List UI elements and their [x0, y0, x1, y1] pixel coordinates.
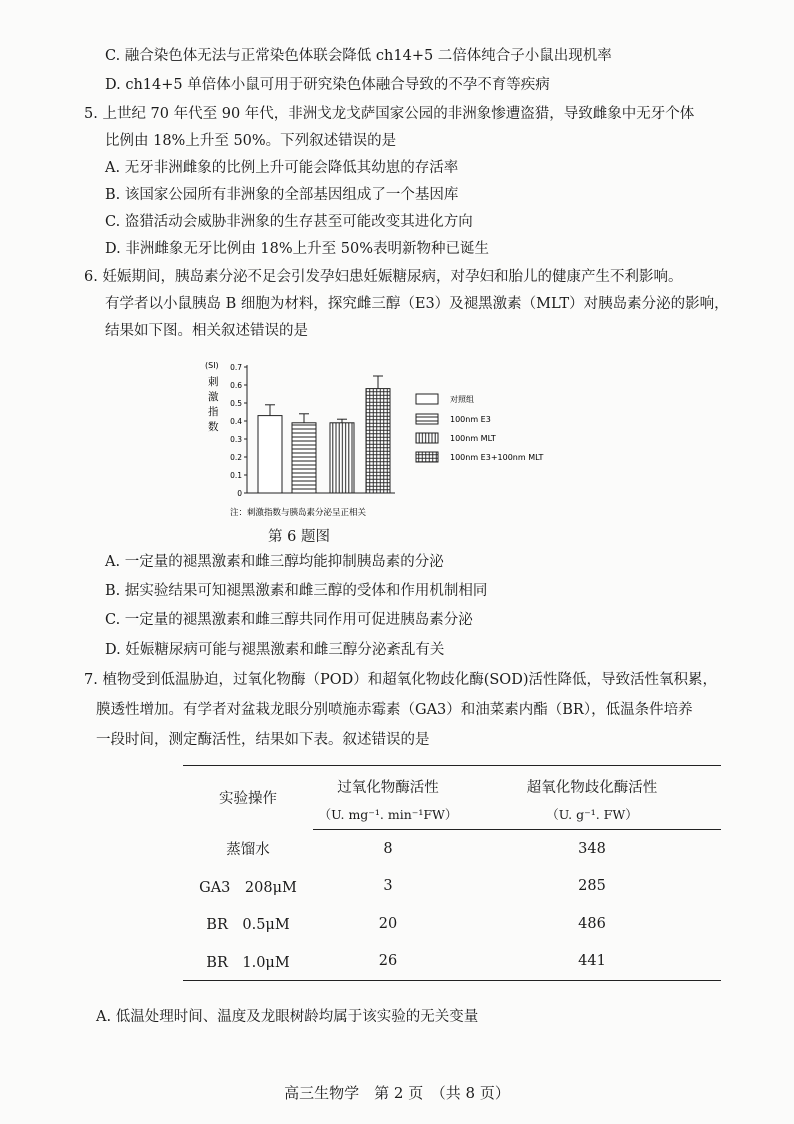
legend-label: 100nm E3	[450, 415, 491, 424]
q6-option-c: C. 一定量的褪黑激素和雌三醇共同作用可促进胰岛素分泌	[105, 612, 473, 628]
cell-pod: 20	[378, 915, 398, 932]
header-operation: 实验操作	[183, 766, 313, 830]
table-row	[183, 830, 721, 868]
q6-option-d: D. 妊娠糖尿病可能与褪黑激素和雌三醇分泌紊乱有关	[105, 642, 445, 658]
q7-option-a: A. 低温处理时间、温度及龙眼树龄均属于该实验的无关变量	[96, 1009, 479, 1025]
y-axis-label-char: 指	[208, 406, 219, 418]
y-tick-label: 0.4	[230, 417, 242, 426]
q5-option-a: A. 无牙非洲雌象的比例上升可能会降低其幼崽的存活率	[105, 160, 459, 176]
cell-sod: 486	[578, 915, 606, 932]
q5-stem-2: 比例由 18%上升至 50%。下列叙述错误的是	[105, 133, 397, 149]
y-axis-label-char: 刺	[208, 376, 219, 388]
q6-stem-2: 有学者以小鼠胰岛 B 细胞为材料，探究雌三醇（E3）及褪黑激素（MLT）对胰岛素分泌的影响，	[105, 296, 729, 312]
q6-bar-chart	[200, 355, 570, 525]
figure-caption: 第 6 题图	[268, 529, 330, 545]
chart-note: 注：刺激指数与胰岛素分泌呈正相关	[230, 508, 367, 518]
bar	[330, 423, 354, 493]
table-row	[183, 868, 721, 905]
legend-label: 对照组	[450, 395, 474, 404]
header-pod-unit: （U. mg⁻¹. min⁻¹FW）	[313, 800, 463, 830]
enzyme-activity-table	[183, 765, 721, 981]
legend-swatch	[416, 452, 438, 462]
y-axis-label-char: 数	[208, 421, 219, 433]
q6-option-b: B. 据实验结果可知褪黑激素和雌三醇的受体和作用机制相同	[105, 583, 488, 599]
y-tick-label: 0.3	[230, 435, 242, 444]
legend-swatch	[416, 394, 438, 404]
q6-stem-1: 6. 妊娠期间，胰岛素分泌不足会引发孕妇患妊娠糖尿病，对孕妇和胎儿的健康产生不利影响。	[84, 269, 683, 285]
table-row	[183, 905, 721, 943]
y-tick-label: 0.7	[230, 363, 242, 372]
cell-operation: BR 0.5μM	[206, 917, 290, 933]
cell-sod: 348	[578, 840, 606, 857]
header-pod: 过氧化物酶活性	[313, 766, 463, 800]
cell-operation: GA3 208μM	[199, 879, 297, 896]
y-tick-label: 0.6	[230, 381, 242, 390]
q5-option-c: C. 盗猎活动会威胁非洲象的生存甚至可能改变其进化方向	[105, 214, 473, 230]
legend-label: 100nm MLT	[450, 434, 496, 443]
legend-label: 100nm E3+100nm MLT	[450, 453, 544, 462]
header-sod-unit: （U. g⁻¹. FW）	[463, 800, 721, 830]
q6-option-a: A. 一定量的褪黑激素和雌三醇均能抑制胰岛素的分泌	[105, 554, 444, 570]
y-tick-label: 0	[237, 489, 242, 498]
bar-chart-svg	[200, 355, 570, 525]
y-tick-label: 0.5	[230, 399, 242, 408]
cell-operation: 蒸馏水	[226, 842, 270, 858]
q5-stem-1: 5. 上世纪 70 年代至 90 年代，非洲戈龙戈萨国家公园的非洲象惨遭盗猎，导致雌象中无牙个体	[84, 106, 695, 122]
cell-sod: 285	[578, 878, 606, 894]
q7-stem-2: 膜透性增加。有学者对盆栽龙眼分别喷施赤霉素（GA3）和油菜素内酯（BR），低温条件培养	[96, 702, 693, 718]
table-row	[183, 943, 721, 981]
bar	[258, 416, 282, 493]
y-axis-unit: (SI)	[205, 361, 219, 370]
q5-option-d: D. 非洲雌象无牙比例由 18%上升至 50%表明新物种已诞生	[105, 241, 490, 257]
cell-pod: 8	[383, 840, 393, 857]
y-tick-label: 0.2	[230, 453, 242, 462]
q4-option-c: C. 融合染色体无法与正常染色体联会降低 ch14+5 二倍体纯合子小鼠出现机率	[105, 48, 612, 64]
cell-operation: BR 1.0μM	[183, 943, 313, 981]
page-footer: 高三生物学 第 2 页 （共 8 页）	[284, 1084, 510, 1102]
q5-option-b: B. 该国家公园所有非洲象的全部基因组成了一个基因库	[105, 187, 459, 203]
y-axis-label-char: 激	[208, 391, 219, 403]
q7-stem-1: 7. 植物受到低温胁迫，过氧化物酶（POD）和超氧化物歧化酶(SOD)活性降低，导致活性氧积累，	[84, 672, 717, 688]
cell-pod: 26	[313, 943, 463, 981]
legend-swatch	[416, 414, 438, 424]
legend-swatch	[416, 433, 438, 443]
bar	[292, 423, 316, 493]
header-sod: 超氧化物歧化酶活性	[463, 766, 721, 800]
q6-stem-3: 结果如下图。相关叙述错误的是	[105, 323, 308, 339]
y-tick-label: 0.1	[230, 471, 242, 480]
cell-sod: 441	[463, 943, 721, 981]
q7-stem-3: 一段时间，测定酶活性，结果如下表。叙述错误的是	[96, 732, 430, 748]
cell-pod: 3	[383, 878, 393, 894]
bar	[366, 389, 390, 493]
q4-option-d: D. ch14+5 单倍体小鼠可用于研究染色体融合导致的不孕不育等疾病	[105, 77, 550, 93]
